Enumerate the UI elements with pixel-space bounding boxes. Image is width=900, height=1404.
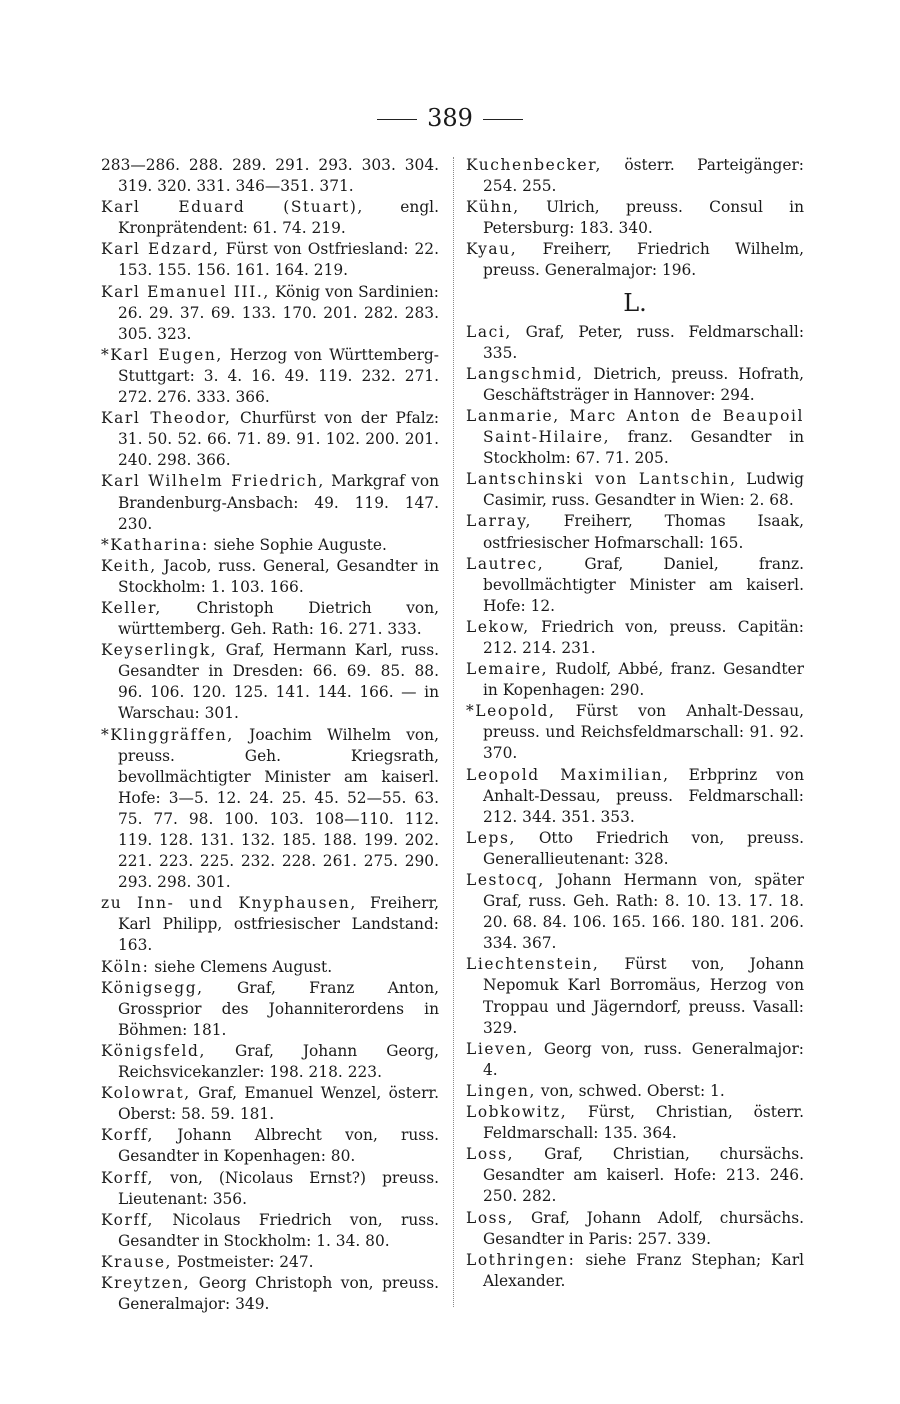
index-entry — [101, 893, 439, 956]
index-entry — [466, 197, 804, 239]
entry-name: *Leopold, — [466, 702, 556, 721]
entry-name: Langschmid, — [466, 364, 584, 383]
index-entry — [466, 469, 804, 511]
index-entry — [466, 554, 804, 617]
entry-text: Erbprinz von Anhalt-Dessau, preuss. Feldmarschall: 212. 344. 351. 353. — [483, 765, 804, 826]
entry-text: Churfürst von der Pfalz: 31. 50. 52. 66. 71. 89. 91. 102. 200. 201. 240. 298. 366. — [118, 409, 440, 470]
index-entry — [466, 511, 804, 553]
entry-name: Lemaire, — [466, 660, 549, 679]
header-dash-left — [377, 119, 417, 120]
right-column — [466, 155, 804, 1292]
entry-text: Friedrich von, preuss. Capitän: 212. 214. 231. — [483, 617, 804, 657]
page-number: 389 — [427, 104, 473, 132]
index-entry — [466, 239, 804, 281]
index-entry — [466, 322, 804, 364]
index-entry — [466, 406, 804, 469]
index-entry — [466, 828, 804, 870]
entry-name: Leps, — [466, 828, 516, 847]
section-letter: L. — [623, 288, 647, 317]
entry-text: siehe Franz Stephan; Karl Alexander. — [483, 1250, 804, 1290]
index-entry — [101, 345, 439, 408]
entry-name: Karl Theodor, — [101, 409, 232, 428]
column-divider — [453, 157, 454, 1307]
entry-text: Graf, Emanuel Wenzel, österr. Oberst: 58. 59. 181. — [118, 1084, 439, 1124]
entry-name: Larray, — [466, 512, 533, 531]
header-dash-right — [483, 119, 523, 120]
index-entry — [101, 725, 439, 894]
entry-name: Lekow, — [466, 617, 530, 636]
index-entry — [466, 1144, 804, 1207]
index-entry — [101, 155, 439, 197]
entry-text: Joachim Wilhelm von, preuss. Geh. Kriegsrath, bevollmächtigter Minister am kaiserl. Hofe: 3—5. 12. 24. 25. 45. 52—55. 63. 75. 77. 98. 100. 103. 108—110. 112. 119. 128. 131. 132. 185. 188. 199. 202. 221. 223. 225. 232. 228. 261. 275. 290. 293. 298. 301. — [118, 725, 439, 892]
entry-text: Freiherr, Friedrich Wilhelm, preuss. Generalmajor: 196. — [483, 240, 804, 280]
entry-text: Freiherr, Karl Philipp, ostfriesischer Landstand: 163. — [118, 894, 439, 955]
index-entry — [101, 282, 439, 345]
entry-name: Korff, — [101, 1126, 155, 1145]
entry-text: Graf, Johann Adolf, chursächs. Gesandter in Paris: 257. 339. — [483, 1208, 804, 1248]
entry-text: von, (Nicolaus Ernst?) preuss. Lieutenant: 356. — [118, 1168, 439, 1208]
index-entry — [466, 954, 804, 1038]
entry-name: Lanmarie, Marc Anton de Beaupoil Saint-Hilaire, — [466, 406, 804, 447]
entry-name: Kuchenbecker, — [466, 156, 602, 174]
entry-name: Korff, — [101, 1210, 155, 1229]
index-entry — [466, 765, 804, 828]
entry-text: siehe Sophie Auguste. — [208, 535, 387, 554]
index-entry — [466, 155, 804, 197]
entry-name: Krause, — [101, 1252, 173, 1271]
entry-name: Kühn, — [466, 198, 520, 217]
entry-text: Graf, Christian, chursächs. Gesandter am kaiserl. Hofe: 213. 246. 250. 282. — [483, 1145, 804, 1206]
entry-name: Karl Wilhelm Friedrich, — [101, 472, 325, 491]
entry-name: Korff, — [101, 1168, 155, 1187]
left-column — [101, 155, 439, 1315]
entry-name: Lantschinski von Lantschin, — [466, 470, 737, 489]
entry-name: Königsfeld, — [101, 1041, 207, 1060]
entry-name: Lautrec, — [466, 554, 545, 573]
entry-name: Kyau, — [466, 240, 518, 259]
index-entry — [101, 1125, 439, 1167]
entry-name: Karl Eduard (Stuart), — [101, 198, 364, 217]
index-entry — [101, 640, 439, 724]
entry-text: von, schwed. Oberst: 1. — [536, 1081, 725, 1100]
entry-name: Lingen, — [466, 1081, 537, 1100]
entry-name: Königsegg, — [101, 978, 204, 997]
index-entry — [466, 1250, 804, 1292]
index-entry — [101, 598, 439, 640]
index-entry — [101, 408, 439, 471]
entry-name: Lobkowitz, — [466, 1103, 568, 1122]
entry-text: Graf, Peter, russ. Feldmarschall: 335. — [483, 322, 804, 362]
entry-text: Markgraf von Brandenburg-Ansbach: 49. 119. 147. 230. — [118, 472, 440, 533]
entry-text: Freiherr, Thomas Isaak, ostfriesischer Hofmarschall: 165. — [483, 512, 804, 552]
entry-text: siehe Clemens August. — [149, 957, 333, 976]
entry-name: *Klinggräffen, — [101, 725, 234, 744]
entry-name: Keith, — [101, 556, 157, 575]
entry-text: engl. Kronprätendent: 61. 74. 219. — [118, 198, 439, 238]
index-entry — [466, 701, 804, 764]
entry-text: Graf, Franz Anton, Grossprior des Johanniterordens in Böhmen: 181. — [118, 978, 439, 1039]
entry-text: Fürst, Christian, österr. Feldmarschall: 135. 364. — [483, 1103, 804, 1143]
entry-text: Ulrich, preuss. Consul in Petersburg: 183. 340. — [483, 198, 804, 238]
entry-text: Graf, Johann Georg, Reichsvicekanzler: 198. 218. 223. — [118, 1041, 439, 1082]
entry-text: Ludwig Casimir, russ. Gesandter in Wien: 2. 68. — [483, 470, 805, 510]
entry-name: zu Inn- und Knyphausen, — [101, 894, 357, 913]
entry-name: Köln: — [101, 957, 150, 976]
index-entry — [101, 1041, 439, 1083]
entry-name: Laci, — [466, 322, 512, 341]
entry-text: Johann Albrecht von, russ. Gesandter in Kopenhagen: 80. — [118, 1126, 439, 1166]
entry-text: Fürst von, Johann Nepomuk Karl Borromäus, Herzog von Troppau und Jägerndorf, preuss. Vasall: 329. — [483, 955, 804, 1037]
index-entry — [101, 556, 439, 598]
index-entry — [466, 870, 804, 954]
entry-text: franz. Gesandter in Stockholm: 67. 71. 205. — [483, 428, 804, 468]
entry-text: Graf, Hermann Karl, russ. Gesandter in Dresden: 66. 69. 85. 88. 96. 106. 120. 125. 141. 144. 166. — in Warschau: 301. — [118, 641, 439, 723]
entry-name: Lothringen: — [466, 1250, 576, 1269]
entry-text: Postmeister: 247. — [172, 1252, 314, 1271]
index-entry — [101, 471, 439, 534]
entry-text: Dietrich, preuss. Hofrath, Geschäftsträger in Hannover: 294. — [483, 364, 804, 404]
entry-name: Loss, — [466, 1208, 515, 1227]
entry-text: Herzog von Württemberg-Stuttgart: 3. 4. 16. 49. 119. 232. 271. 272. 276. 333. 366. — [118, 345, 439, 407]
index-entry — [101, 957, 439, 978]
index-entry — [466, 1102, 804, 1144]
entry-name: Lestocq, — [466, 871, 545, 889]
entry-text: 283—286. 288. 289. 291. 293. 303. 304. 319. 320. 331. 346—351. 371. — [101, 156, 439, 196]
entry-name: *Katharina: — [101, 535, 209, 554]
entry-text: österr. Parteigänger: 254. 255. — [483, 156, 804, 196]
entry-name: Liechtenstein, — [466, 955, 600, 974]
index-entry — [101, 1273, 439, 1315]
index-entry — [466, 1208, 804, 1250]
entry-text: Jacob, russ. General, Gesandter in Stockholm: 1. 103. 166. — [118, 556, 439, 596]
index-entry — [101, 1252, 439, 1273]
entry-name: *Karl Eugen, — [101, 345, 223, 364]
entry-text: König von Sardinien: 26. 29. 37. 69. 133. 170. 201. 282. 283. 305. 323. — [118, 282, 439, 343]
index-entry — [466, 364, 804, 406]
right-column-top — [466, 155, 804, 282]
entry-name: Lieven, — [466, 1039, 535, 1058]
index-entry — [466, 1081, 804, 1102]
entry-name: Kolowrat, — [101, 1084, 191, 1103]
entry-text: Johann Hermann von, später Graf, russ. Geh. Rath: 8. 10. 13. 17. 18. 20. 68. 84. 106. 165. 166. 180. 181. 206. 334. 367. — [483, 871, 804, 953]
entry-text: Nicolaus Friedrich von, russ. Gesandter in Stockholm: 1. 34. 80. — [118, 1210, 439, 1250]
entry-name: Keyserlingk, — [101, 641, 218, 660]
entry-name: Keller, — [101, 598, 162, 617]
index-entry — [101, 197, 439, 239]
entry-text: Georg von, russ. Generalmajor: 4. — [483, 1039, 804, 1079]
index-entry — [101, 978, 439, 1041]
entry-name: Kreytzen, — [101, 1273, 191, 1292]
entry-text: Fürst von Ostfriesland: 22. 153. 155. 156. 161. 164. 219. — [118, 240, 439, 280]
entry-text: Christoph Dietrich von, württemberg. Geh. Rath: 16. 271. 333. — [118, 598, 439, 639]
index-entry — [466, 617, 804, 659]
index-entry — [101, 239, 439, 281]
page-header — [0, 104, 900, 132]
entry-text: Graf, Daniel, franz. bevollmächtigter Minister am kaiserl. Hofe: 12. — [483, 554, 804, 615]
entry-name: Karl Emanuel III., — [101, 282, 270, 301]
entry-name: Loss, — [466, 1145, 515, 1164]
index-entry — [101, 535, 439, 556]
entry-name: Leopold Maximilian, — [466, 765, 670, 784]
index-entry — [101, 1083, 439, 1125]
entry-text: Otto Friedrich von, preuss. Generallieutenant: 328. — [483, 828, 804, 868]
entry-name: Karl Edzard, — [101, 240, 220, 259]
entry-text: Georg Christoph von, preuss. Generalmajor: 349. — [118, 1273, 439, 1314]
entry-text: Fürst von Anhalt-Dessau, preuss. und Reichsfeldmarschall: 91. 92. 370. — [483, 702, 804, 763]
index-entry — [466, 659, 804, 701]
right-column-bottom — [466, 322, 804, 1292]
index-entry — [466, 1039, 804, 1081]
index-entry — [101, 1210, 439, 1252]
index-entry — [101, 1168, 439, 1210]
entry-text: Rudolf, Abbé, franz. Gesandter in Kopenhagen: 290. — [483, 660, 804, 700]
